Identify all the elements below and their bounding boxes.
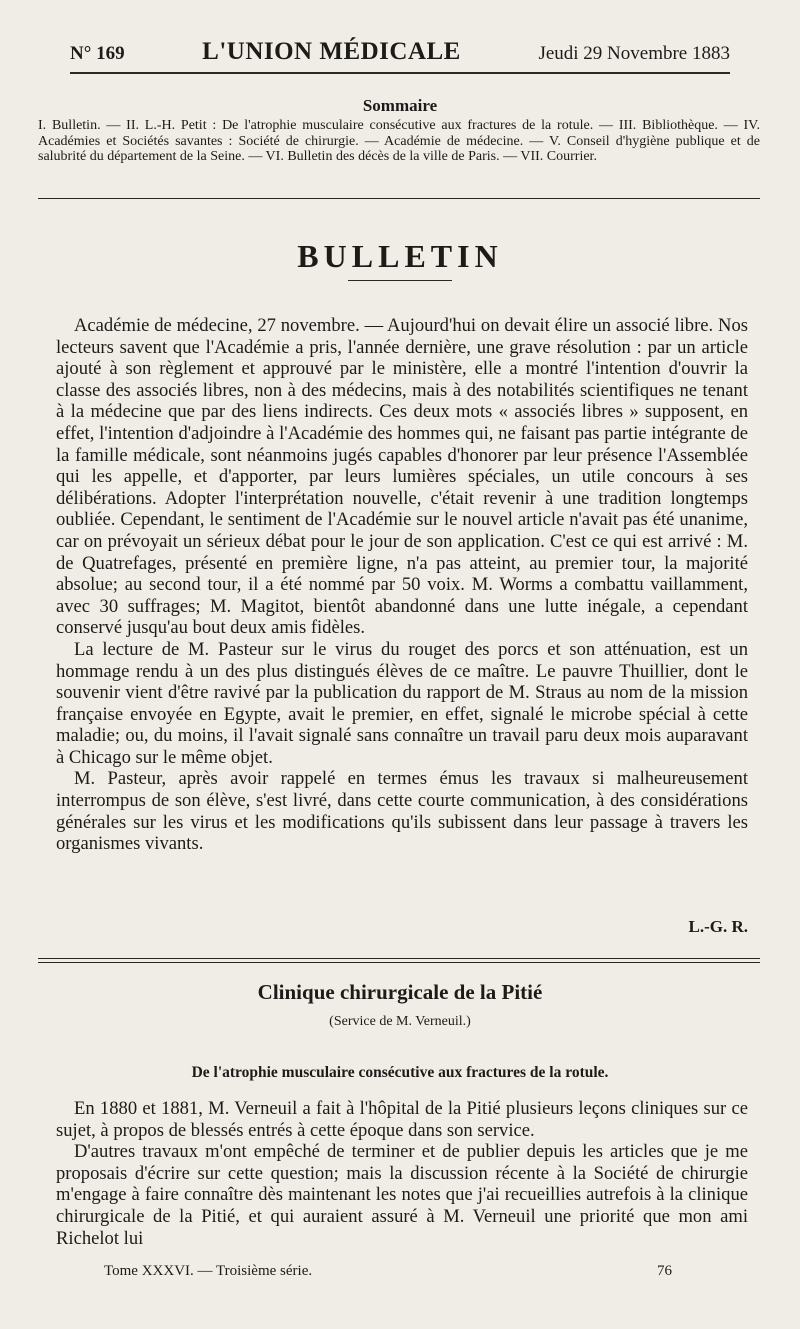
issue-date: Jeudi 29 Novembre 1883 <box>538 43 730 64</box>
bulletin-body <box>56 315 748 855</box>
section-rule-top <box>38 958 760 959</box>
clinique-paragraph-1: En 1880 et 1881, M. Verneuil a fait à l'hôpital de la Pitié plusieurs leçons cliniques sur ce sujet, à propos de blessés entrés à cette époque dans son service. <box>56 1098 748 1141</box>
page-header <box>70 38 730 74</box>
bulletin-paragraph-3: M. Pasteur, après avoir rappelé en termes émus les travaux si malheureusement interrompus de son élève, s'est livré, dans cette courte communication, à des considérations générales sur les virus et les modifications qu'ils subissent dans leur passage à travers les organismes vivants. <box>56 768 748 855</box>
clinique-body <box>56 1098 748 1249</box>
clinique-service: (Service de M. Verneuil.) <box>329 1014 471 1029</box>
sommaire-heading: Sommaire <box>362 96 438 115</box>
bulletin-paragraph-2: La lecture de M. Pasteur sur le virus du rouget des porcs et son atténuation, est un hommage rendu à un des plus distingués élèves de ce maître. Le pauvre Thuillier, dont le souvenir vient d'être ravivé par la publication du rapport de M. Straus au nom de la mission française envoyée en Egypte, avait le premier, en effet, signalé le microbe spécial à cette maladie; ou, du moins, il l'avait signalé sans connaître un travail paru deux mois auparavant à Chicago sur le même objet. <box>56 638 748 768</box>
clinique-heading: Clinique chirurgicale de la Pitié <box>257 980 543 1004</box>
bulletin-heading: BULLETIN <box>297 238 503 274</box>
journal-title: L'UNION MÉDICALE <box>202 38 461 65</box>
bulletin-paragraph-1: Académie de médecine, 27 novembre. — Aujourd'hui on devait élire un associé libre. Nos lecteurs savent que l'Académie a pris, l'année dernière, une grave résolution : par un article ajouté à son règlement et approuvé par le ministère, elle a montré l'intention d'ouvrir la classe des associés libres, non à des médecins, mais à des notabilités scientifiques ne tenant à la médecine que par des liens indirects. Ces deux mots « associés libres » supposent, en effet, l'intention d'adjoindre à l'Académie des hommes qui, ne faisant pas partie intégrante de la famille médicale, sont néanmoins jugés capables d'honorer par leur présence l'Assemblée qui les appelle, et d'apporter, par leurs lumières spéciales, un utile concours à ses délibérations. Adopter l'interprétation nouvelle, c'était revenir à une tradition longtemps oubliée. Cependant, le sentiment de l'Académie sur le nouvel article n'avait pas été unanime, car on prévoyait un sérieux débat pour le jour de son application. C'est ce qui est arrivé : M. de Quatrefages, présenté en première ligne, n'a pas atteint, au premier tour, la majorité absolue; au second tour, il a été nommé par 50 voix. M. Worms a combattu vaillamment, avec 30 suffrages; M. Magitot, bientôt abandonné dans une lutte inégale, a cependant conservé jusqu'au bout deux amis fidèles. <box>56 315 748 639</box>
page-footer <box>104 1263 672 1280</box>
section-rule-bottom <box>38 962 760 963</box>
bulletin-signature: L.-G. R. <box>688 917 748 936</box>
article-heading: De l'atrophie musculaire consécutive aux fractures de la rotule. <box>191 1064 609 1081</box>
bulletin-underline <box>348 280 452 281</box>
sommaire-text: I. Bulletin. — II. L.-H. Petit : De l'atrophie musculaire consécutive aux fractures de la rotule. — III. Bibliothèque. — IV. Académies et Sociétés savantes : Société de chirurgie. — Académie de médecine. — V. Conseil d'hygiène publique et de salubrité du département de la Seine. — VI. Bulletin des décès de la ville de Paris. — VII. Courrier. <box>38 118 760 164</box>
sommaire-rule <box>38 198 760 199</box>
clinique-paragraph-2: D'autres travaux m'ont empêché de terminer et de publier depuis les articles que je me proposais d'écrire sur cette question; mais la discussion récente à la Société de chirurgie m'engage à faire connaître dès maintenant les notes que j'ai recueillies autrefois à la clinique chirurgicale de la Pitié, et qui auraient assuré à M. Verneuil une priorité que mon ami Richelot lui <box>56 1141 748 1249</box>
page-number: 76 <box>657 1263 672 1279</box>
tome-label: Tome XXXVI. — Troisième série. <box>104 1263 313 1279</box>
issue-number: N° 169 <box>70 43 125 64</box>
